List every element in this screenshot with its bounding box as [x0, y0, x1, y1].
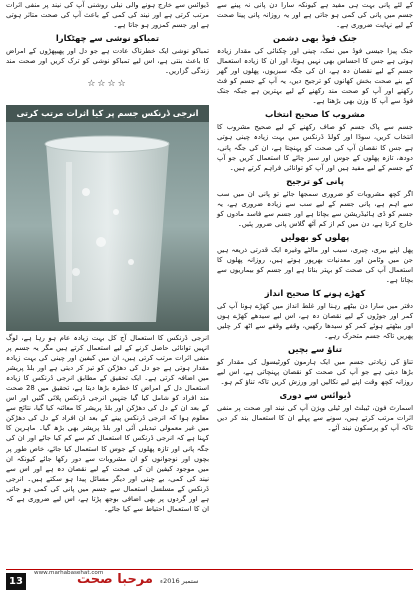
left-column-bottom [6, 333, 209, 567]
body-paragraph: اسمارٹ فون، ٹیبلٹ اور ٹیلی ویژن آپ کی نیند اور صحت پر منفی اثرات مرتب کرتے ہیں، سونے سے پہلے ان کا استعمال بند کر دیں تاکہ آپ کو پرسکون نیند آئے۔ [217, 404, 413, 433]
star-divider: ☆☆☆☆ [87, 79, 128, 90]
site-url: www.marhabasehat.com [34, 570, 104, 576]
body-paragraph: اگر کچھ مشروبات کو ضروری سمجھا جائے تو پانی ان میں سب سے اہم ہے، پانی جسم کے لیے سب سے زیادہ ضروری ہے، یہ جسم کو ڈی ہائیڈریشن سے بچاتا ہے اور جسم سے فاسد مادوں کو خارج کرتا ہے، دن میں کم از کم آٹھ گلاس پانی ضرور پئیں۔ [217, 189, 413, 228]
section-heading: کھڑے ہونے کا صحیح انداز [264, 288, 366, 299]
left-column-top [6, 0, 209, 104]
issue-date: ستمبر 2016ء [160, 577, 199, 585]
section-heading: مشروب کا صحیح انتخاب [265, 109, 365, 120]
body-paragraph: تمباکو نوشی ایک خطرناک عادت ہے جو دل اور پھیپھڑوں کے امراض کا باعث بنتی ہے، اس لیے تمباکو نوشی کو ترک کریں اور صحت مند زندگی گزاریں۔ [6, 47, 209, 76]
glass-of-water-image [6, 122, 209, 331]
section-heading: تمباکو نوشی سے چھٹکارا [55, 33, 160, 44]
body-paragraph: پھل اپنے بیری، چیری، سیب اور مالٹے وغیرہ ایک قدرتی ذریعہ ہیں جن میں وٹامن اور معدنیات بھرپور ہوتے ہیں، روزانہ پھلوں کا استعمال آپ کی صحت کو بہتر بناتا ہے اور جسم کو بیماریوں سے بچاتا ہے۔ [217, 245, 413, 284]
page-number: 13 [6, 573, 26, 590]
article-title: انرجی ڈرنکس جسم پر کیا اثرات مرتب کرتی [6, 105, 209, 122]
body-paragraph: تناؤ کی زیادتی جسم میں ایک ہارمون کورٹیسول کی مقدار کو بڑھا دیتی ہے جو آپ کی صحت کو نقصان پہنچاتی ہے، اس لیے روزانہ کچھ وقت اپنے لیے نکالیں اور ورزش کریں تاکہ تناؤ کم ہو۔ [217, 358, 413, 387]
right-column [217, 0, 413, 565]
body-paragraph: دفتر میں سارا دن بیٹھے رہنا اور غلط انداز میں کھڑے ہونا آپ کی کمر اور جوڑوں کے لیے نقصان دہ ہے، اس لیے سیدھے کھڑے ہوں اور بیٹھتے ہوئے کمر کو سیدھا رکھیں، وقفے وقفے سے اٹھ کر چلیں پھریں تاکہ جسم متحرک رہے۔ [217, 302, 413, 341]
section-heading: جنک فوڈ بھی دشمن [272, 33, 358, 44]
magazine-logo: مرحبا صحت [77, 572, 153, 587]
section-heading: ڈیوائس سے دوری [279, 390, 351, 401]
section-heading: پانی کو ترجیح [286, 175, 344, 186]
section-heading: پھلوں کو بھولیں [280, 231, 350, 242]
body-paragraph: جسم سے پاک جسم کو صاف رکھنے کے لیے صحیح مشروب کا انتخاب کریں، سوڈا اور کولڈ ڈرنکس میں بہت زیادہ چینی ہوتی ہے جس کا نقصان آپ کی صحت کو پہنچتا ہے، ان کی جگہ پانی، دودھ، تازہ پھلوں کے جوس اور سبز چائے کا استعمال کریں جو آپ کے جسم کے لیے مفید ہیں اور آپ کو توانائی فراہم کرتے ہیں۔ [217, 123, 413, 172]
body-paragraph: انرجی ڈرنکس کا استعمال آج کل بہت زیادہ عام ہو رہا ہے، لوگ انہیں توانائی حاصل کرنے کے لیے استعمال کرتے ہیں مگر یہ جسم پر منفی اثرات مرتب کرتی ہیں، ان میں کیفین اور چینی کی بہت زیادہ مقدار ہوتی ہے جو دل کی دھڑکن کو تیز کر دیتی ہے اور بلڈ پریشر میں اضافہ کرتی ہے۔ ایک تحقیق کے مطابق انرجی ڈرنکس کا زیادہ استعمال دل کے امراض کا خطرہ بڑھا دیتا ہے، تحقیق میں 28 صحت مند افراد کو شامل کیا گیا جنہیں انرجی ڈرنکس پلائی گئیں اور اس کے بعد ان کے دل کی دھڑکن اور بلڈ پریشر کا معائنہ کیا گیا، نتائج سے معلوم ہوا کہ انرجی ڈرنکس پینے کے بعد ان افراد کے دل کی دھڑکن میں غیر معمولی تبدیلی آئی اور بلڈ پریشر بھی بڑھ گیا۔ ماہرین کا کہنا ہے کہ انرجی ڈرنکس کا استعمال کم سے کم کیا جائے اور ان کی جگہ پانی اور تازہ پھلوں کے جوس کا استعمال کیا جائے، خاص طور پر بچوں اور نوجوانوں کو ان مشروبات سے دور رکھا جائے کیونکہ ان میں موجود کیفین ان کی صحت کے لیے نقصان دہ ہے اور اس سے نیند کی کمی، بے چینی اور دیگر مسائل پیدا ہو سکتے ہیں۔ انرجی ڈرنکس کے مسلسل استعمال سے جسم میں پانی کی کمی ہو جاتی ہے اور گردوں پر بھی اضافی بوجھ پڑتا ہے، اس لیے ضروری ہے کہ ان کا استعمال احتیاط سے کیا جائے۔ [6, 334, 209, 513]
article-photo [6, 105, 209, 331]
section-heading: تناؤ سے بچیں [287, 344, 343, 355]
body-paragraph: کے لئے پانی بہت ہی مفید ہے کیونکہ سارا دن پانی نہ پینے سے جسم میں پانی کی کمی ہو جاتی ہے اور یہ روزانہ پانی پینا صحت کے لیے نہایت ضروری ہے۔ [217, 1, 413, 30]
body-paragraph: ڈیوائس سے خارج ہونے والی نیلی روشنی آپ کی نیند پر منفی اثرات مرتب کرتی ہے اور نیند کی کمی کے باعث آپ کی صحت متاثر ہوتی ہے اور جسم کمزور ہو جاتا ہے۔ [6, 1, 209, 30]
body-paragraph: جنک پیزا جیسی فوڈ میں نمک، چینی اور چکنائی کی مقدار زیادہ ہوتی ہے جس کا احساس بھی نہیں ہوتا، اور ان کا زیادہ استعمال جسم کے لیے نقصان دہ ہے، ان کی جگہ سبزیوں، پھلوں اور گھر کے بنے صحت بخش کھانوں کو ترجیح دیں، یہ آپ کے جسم کو فٹ رکھنے اور آپ کو صحت مند رکھنے کے لیے بہترین ہے جبکہ جنک فوڈ سے آپ کا وزن بھی بڑھتا ہے۔ [217, 47, 413, 106]
